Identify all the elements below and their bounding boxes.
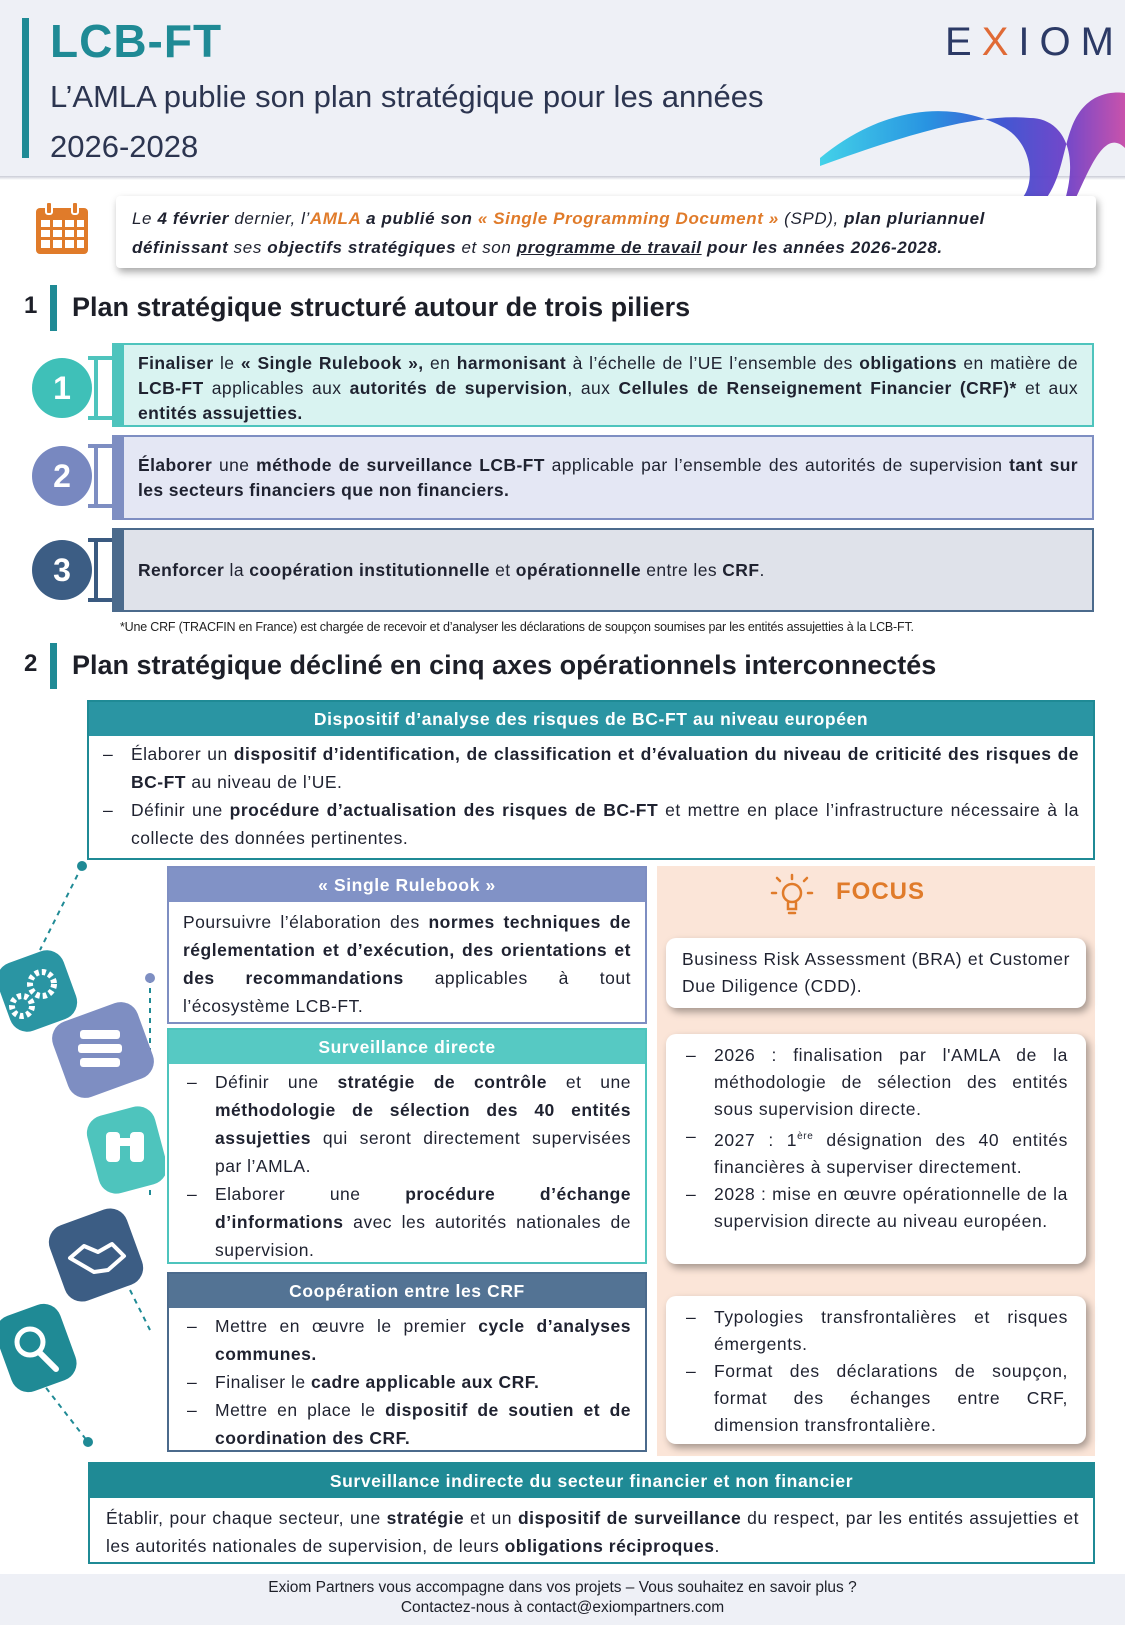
pillar-3-connector	[94, 540, 98, 602]
section-2-bar	[50, 643, 57, 689]
calendar-icon	[34, 200, 90, 256]
list-item: – Mettre en place le dispositif de soutien et de coordination des CRF.	[173, 1396, 631, 1452]
axis-indirect-supervision-title: Surveillance indirecte du secteur financier et non financier	[90, 1464, 1093, 1498]
pillar-1-connector	[94, 358, 98, 420]
section-1-bar	[50, 285, 57, 331]
pillar-3-box: Renforcer la coopération institutionnelle et opérationnelle entre les CRF.	[112, 528, 1094, 612]
pillar-3-connector-bottom	[88, 598, 114, 602]
list-item: – Format des déclarations de soupçon, format des échanges entre CRF, dimension transfrontalière.	[666, 1358, 1068, 1439]
pillar-1-connector-top	[88, 356, 114, 360]
axis-indirect-supervision	[88, 1462, 1095, 1564]
pillar-3-badge: 3	[32, 540, 92, 600]
axis-single-rulebook	[167, 866, 647, 1024]
list-item: – 2026 : finalisation par l'AMLA de la méthodologie de sélection des entités sous supervision directe.	[666, 1042, 1068, 1123]
section-2-title: Plan stratégique décliné en cinq axes opérationnels interconnectés	[72, 650, 937, 680]
pillar-1-connector-bottom	[88, 416, 114, 420]
axis-risk-analysis-title: Dispositif d’analyse des risques de BC-FT au niveau européen	[89, 702, 1093, 736]
axis-direct-supervision	[167, 1028, 647, 1264]
pillar-1-badge: 1	[32, 358, 92, 418]
footer	[0, 1574, 1125, 1625]
ribbon-decoration-icon	[820, 88, 1125, 200]
list-item: – Définir une procédure d’actualisation des risques de BC-FT et mettre en place l’infrastructure nécessaire à la collecte des données pertinentes.	[89, 796, 1079, 852]
list-item: – 2028 : mise en œuvre opérationnelle de la supervision directe au niveau européen.	[666, 1181, 1068, 1235]
list-item: – 2027 : 1ère désignation des 40 entités financières à superviser directement.	[666, 1123, 1068, 1181]
footnote: *Une CRF (TRACFIN en France) est chargée de recevoir et d’analyser les déclarations de soupçon soumises par les entités assujetties à la LCB-FT.	[120, 620, 914, 634]
search-icon	[0, 1299, 82, 1397]
footer-contact-link[interactable]: Contactez-nous à contact@exiompartners.com	[400, 1599, 725, 1616]
footer-line-1: Exiom Partners vous accompagne dans vos projets – Vous souhaitez en savoir plus ?	[268, 1579, 857, 1596]
list-item: – Typologies transfrontalières et risques émergents.	[666, 1304, 1068, 1358]
page-subtitle: L’AMLA publie son plan stratégique pour les années 2026-2028	[50, 79, 764, 164]
title-accent-bar	[22, 18, 29, 158]
page-title: LCB-FT	[50, 15, 223, 67]
list-item: – Finaliser le cadre applicable aux CRF.	[173, 1368, 631, 1396]
focus-card-bra-cdd: Business Risk Assessment (BRA) et Customer Due Diligence (CDD).	[666, 938, 1086, 1008]
list-item: – Elaborer une procédure d’échange d’informations avec les autorités nationales de supervision.	[173, 1180, 631, 1264]
pillar-2-badge: 2	[32, 446, 92, 506]
section-1-number: 1	[24, 292, 38, 319]
lightbulb-icon	[770, 873, 814, 917]
focus-card-typologies	[666, 1296, 1086, 1444]
axis-crf-cooperation	[167, 1272, 647, 1452]
exiom-logo[interactable]	[945, 20, 1124, 65]
section-2-number: 2	[24, 650, 38, 677]
axis-single-rulebook-title: « Single Rulebook »	[169, 868, 645, 902]
intro-box: Le 4 février dernier, l’AMLA a publié son « Single Programming Document » (SPD), plan pluriannuel définissant ses objectifs stratégiques et son programme de travail pour les années 2026-2028.	[116, 196, 1096, 268]
pillar-3-connector-top	[88, 538, 114, 542]
pillar-2-connector-bottom	[88, 504, 114, 508]
logo-x: X	[981, 20, 1019, 64]
logo-e: E	[945, 20, 982, 64]
list-item: – Mettre en œuvre le premier cycle d’analyses communes.	[173, 1312, 631, 1368]
section-1-title: Plan stratégique structuré autour de trois piliers	[72, 292, 691, 322]
binoculars-icon	[83, 1102, 165, 1197]
pillar-2-connector-top	[88, 444, 114, 448]
axis-direct-supervision-title: Surveillance directe	[169, 1030, 645, 1064]
focus-card-timeline	[666, 1034, 1086, 1264]
logo-iom: IOM	[1018, 20, 1124, 64]
handshake-icon	[44, 1203, 148, 1306]
list-item: – Définir une stratégie de contrôle et une méthodologie de sélection des 40 entités assujetties qui seront directement supervisées par l’AMLA.	[173, 1068, 631, 1180]
axis-icons-column	[0, 860, 165, 1460]
axis-single-rulebook-text: Poursuivre l’élaboration des normes techniques de réglementation et d’exécution, des orientations et des recommandations applicables à tout l’écosystème LCB-FT.	[183, 912, 631, 1016]
list-item: – Élaborer un dispositif d’identification, de classification et d’évaluation du niveau de criticité des risques de BC-FT au niveau de l’UE.	[89, 740, 1079, 796]
axis-risk-analysis	[87, 700, 1095, 860]
pillar-2-connector	[94, 446, 98, 508]
axis-indirect-supervision-text: Établir, pour chaque secteur, une stratégie et un dispositif de surveillance du respect, par les entités assujetties et les autorités nationales de supervision, de leurs obligations réciproques.	[106, 1508, 1080, 1556]
focus-title: FOCUS	[836, 878, 925, 905]
pillar-1-box: Finaliser le « Single Rulebook », en harmonisant à l’échelle de l’UE l’ensemble des obligations en matière de LCB-FT applicables aux autorités de supervision, aux Cellules de Renseignement Financier (CRF)* et aux entités assujetties.	[112, 343, 1094, 427]
pillar-2-box: Élaborer une méthode de surveillance LCB-FT applicable par l’ensemble des autorités de supervision tant sur les secteurs financiers que non financiers.	[112, 435, 1094, 520]
axis-crf-cooperation-title: Coopération entre les CRF	[169, 1274, 645, 1308]
